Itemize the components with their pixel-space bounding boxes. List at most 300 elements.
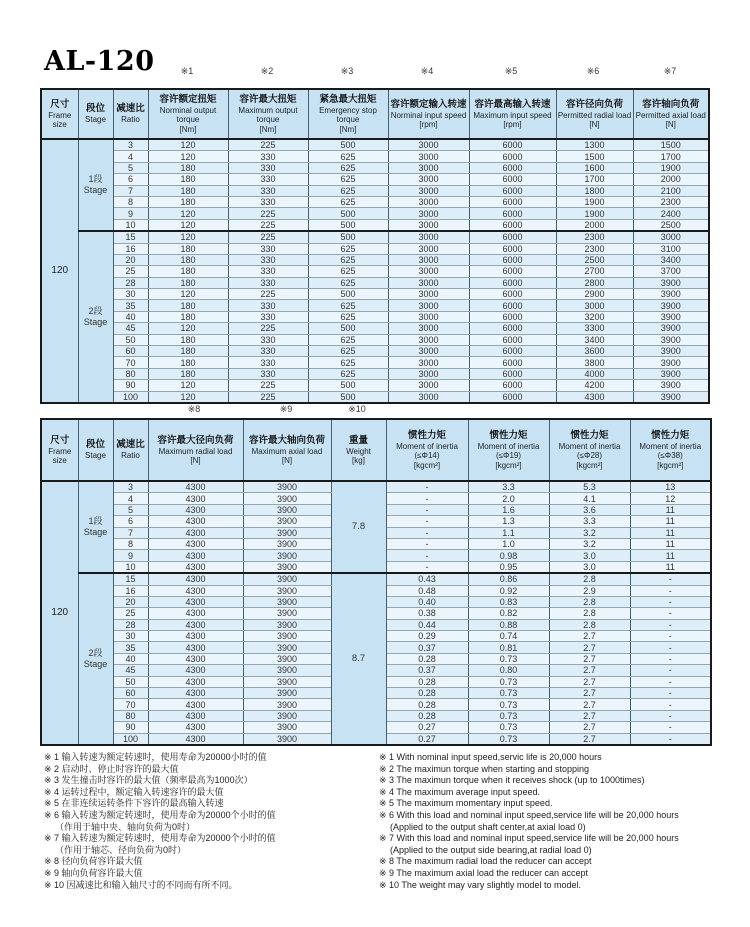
table-cell: 625 [308, 254, 388, 265]
table-cell: 2.0 [468, 493, 549, 504]
table-cell: 500 [308, 289, 388, 300]
frame-size-cell: 120 [41, 481, 78, 745]
table-cell: - [630, 733, 711, 745]
table-cell: 2300 [633, 196, 709, 207]
table-cell: 5 [113, 504, 148, 515]
table-cell: 1600 [556, 162, 633, 173]
table-row [41, 277, 709, 288]
table-row [41, 380, 709, 391]
table-cell: 3300 [556, 323, 633, 334]
table-cell: 5 [113, 162, 148, 173]
table-cell: 4300 [148, 608, 243, 619]
table-cell: 3.0 [549, 561, 630, 573]
table-cell: 0.73 [468, 699, 549, 710]
table-cell: 3900 [633, 368, 709, 379]
table-cell: 625 [308, 311, 388, 322]
torque-speed-load-table [40, 88, 710, 404]
table-cell: - [630, 653, 711, 664]
table2-reference-marks [40, 404, 710, 416]
table-cell: 3900 [633, 300, 709, 311]
table-cell: 3900 [243, 688, 331, 699]
table-cell: 3000 [388, 266, 469, 277]
table-cell: 100 [113, 733, 148, 745]
table-row [41, 346, 709, 357]
column-header: 容许额定输入转速 Norminal input speed [rpm] [388, 89, 469, 139]
table-cell: 0.73 [468, 653, 549, 664]
table-cell: 3900 [243, 585, 331, 596]
table-cell: 0.73 [468, 733, 549, 745]
table-cell: 3000 [388, 254, 469, 265]
table-cell: 3700 [633, 266, 709, 277]
footnotes-chinese [44, 752, 380, 891]
table-cell: 3.0 [549, 550, 630, 561]
table-cell: 35 [113, 300, 148, 311]
table-cell: 50 [113, 676, 148, 687]
table-cell: 20 [113, 596, 148, 607]
table-cell: 3000 [388, 311, 469, 322]
table-cell: - [386, 561, 468, 573]
table-cell: 15 [113, 231, 148, 243]
table-cell: - [630, 676, 711, 687]
table-cell: 20 [113, 254, 148, 265]
table-cell: 180 [148, 254, 228, 265]
table-cell: 3900 [633, 311, 709, 322]
table-cell: 225 [228, 219, 308, 231]
table-cell: 180 [148, 266, 228, 277]
table-cell: 2.7 [549, 665, 630, 676]
table-cell: 2.8 [549, 596, 630, 607]
table-cell: 1900 [556, 208, 633, 219]
table-row [41, 323, 709, 334]
table-cell: 2.7 [549, 688, 630, 699]
table-cell: 4.1 [549, 493, 630, 504]
reference-mark: ※4 [420, 66, 434, 76]
table-cell: - [386, 538, 468, 549]
table-cell: 3000 [388, 151, 469, 162]
frame-size-cell: 120 [41, 139, 78, 403]
table-cell: 3.2 [549, 527, 630, 538]
table-cell: 2000 [633, 174, 709, 185]
table-cell: 1900 [633, 162, 709, 173]
table-cell: 225 [228, 323, 308, 334]
table-cell: 0.81 [468, 642, 549, 653]
table-cell: 3000 [388, 243, 469, 254]
table-cell: 1500 [633, 139, 709, 151]
table-cell: 500 [308, 231, 388, 243]
table-cell: 225 [228, 208, 308, 219]
table-cell: 0.29 [386, 631, 468, 642]
table-cell: 11 [630, 561, 711, 573]
table-cell: 9 [113, 208, 148, 219]
table-cell: 2000 [556, 219, 633, 231]
table-cell: 6000 [469, 368, 556, 379]
table-cell: 330 [228, 254, 308, 265]
table-cell: 4300 [148, 642, 243, 653]
table-cell: - [630, 688, 711, 699]
table-cell: 1.3 [468, 516, 549, 527]
table-cell: 120 [148, 323, 228, 334]
table-cell: 6000 [469, 162, 556, 173]
table-cell: 625 [308, 185, 388, 196]
table-cell: - [630, 699, 711, 710]
table-cell: 330 [228, 277, 308, 288]
table-cell: 2.7 [549, 722, 630, 733]
table-cell: 3000 [388, 380, 469, 391]
table-cell: 330 [228, 334, 308, 345]
table-cell: 3000 [388, 357, 469, 368]
weight-cell: 7.8 [331, 481, 386, 573]
table-cell: 120 [148, 139, 228, 151]
table-cell: 1.1 [468, 527, 549, 538]
table-cell: 4300 [148, 504, 243, 515]
table-cell: 500 [308, 139, 388, 151]
table-cell: 2700 [556, 266, 633, 277]
column-header: 段位 Stage [78, 419, 113, 481]
reference-mark: ※3 [340, 66, 354, 76]
table-cell: 4300 [148, 653, 243, 664]
table-cell: 225 [228, 380, 308, 391]
table-cell: 2.7 [549, 710, 630, 721]
table-cell: 3900 [243, 631, 331, 642]
table-cell: 3000 [388, 277, 469, 288]
table-cell: 3900 [243, 676, 331, 687]
table-cell: 13 [630, 481, 711, 493]
table-cell: 6000 [469, 139, 556, 151]
table-cell: 6000 [469, 151, 556, 162]
table-cell: 0.43 [386, 573, 468, 585]
table-cell: 0.40 [386, 596, 468, 607]
table-cell: 330 [228, 174, 308, 185]
table-cell: 0.73 [468, 688, 549, 699]
table-cell: 4 [113, 151, 148, 162]
table-cell: 0.28 [386, 710, 468, 721]
table-cell: 6000 [469, 243, 556, 254]
table-cell: 4300 [148, 596, 243, 607]
table-cell: 0.37 [386, 665, 468, 676]
table-cell: 330 [228, 311, 308, 322]
table-cell: 6000 [469, 266, 556, 277]
reference-mark: ※2 [260, 66, 274, 76]
table-cell: 3900 [633, 323, 709, 334]
table-cell: - [386, 527, 468, 538]
footnote-line: ※ 1 With nominal input speed,servic life is 20,000 hours [379, 752, 602, 762]
table-cell: 625 [308, 266, 388, 277]
table-row [41, 243, 709, 254]
table-cell: 180 [148, 162, 228, 173]
table-cell: 11 [630, 516, 711, 527]
table-cell: 4300 [148, 516, 243, 527]
table-cell: 90 [113, 722, 148, 733]
table-cell: 3900 [243, 481, 331, 493]
table-cell: 30 [113, 631, 148, 642]
reference-mark: ※7 [663, 66, 677, 76]
table-cell: 0.86 [468, 573, 549, 585]
footnote-line: ※ 3 发生撞击时容许的最大值（频率最高为1000次） [44, 775, 253, 786]
table-cell: 3100 [633, 243, 709, 254]
table-cell: 4200 [556, 380, 633, 391]
table-cell: 70 [113, 357, 148, 368]
table-cell: 3900 [243, 596, 331, 607]
table-cell: 3900 [633, 334, 709, 345]
table-cell: 3900 [243, 561, 331, 573]
table-row [41, 151, 709, 162]
table-cell: 3900 [243, 493, 331, 504]
table-cell: 45 [113, 665, 148, 676]
table-cell: - [386, 493, 468, 504]
table-cell: 3900 [243, 619, 331, 630]
table-cell: 330 [228, 243, 308, 254]
table-cell: 3900 [243, 608, 331, 619]
table-cell: 2.7 [549, 676, 630, 687]
column-header: 容许径向负荷 Permitted radial load [N] [556, 89, 633, 139]
stage-cell: 1段 Stage [78, 139, 113, 231]
table-cell: 1300 [556, 139, 633, 151]
table-cell: 3900 [243, 642, 331, 653]
table-cell: 90 [113, 380, 148, 391]
table-cell: 180 [148, 311, 228, 322]
table-cell: 3400 [633, 254, 709, 265]
table-cell: 30 [113, 289, 148, 300]
table-cell: 2.8 [549, 608, 630, 619]
column-header: 惯性力矩 Moment of inertia (≤Φ38) [kgcm²] [630, 419, 711, 481]
table-cell: 6000 [469, 277, 556, 288]
table-cell: 6 [113, 174, 148, 185]
table-cell: 500 [308, 219, 388, 231]
table-cell: 3900 [633, 357, 709, 368]
table-cell: 3000 [388, 300, 469, 311]
column-header: 惯性力矩 Moment of inertia (≤Φ19) [kgcm²] [468, 419, 549, 481]
table-cell: 12 [630, 493, 711, 504]
table-cell: 225 [228, 289, 308, 300]
table-cell: 5.3 [549, 481, 630, 493]
table-cell: 120 [148, 380, 228, 391]
table-cell: 3800 [556, 357, 633, 368]
table-cell: 2.9 [549, 585, 630, 596]
table-cell: 6000 [469, 380, 556, 391]
footnote-line: （作用于轴芯、径向负荷为0时） [55, 844, 187, 855]
table-cell: 180 [148, 196, 228, 207]
table-cell: 4300 [148, 722, 243, 733]
table-cell: 3000 [633, 231, 709, 243]
table-cell: - [386, 550, 468, 561]
table-cell: 8 [113, 196, 148, 207]
table-cell: 3000 [388, 162, 469, 173]
table-cell: 6000 [469, 185, 556, 196]
table-cell: 3000 [556, 300, 633, 311]
table-cell: 625 [308, 162, 388, 173]
table-cell: 6 [113, 516, 148, 527]
table-cell: 3.3 [549, 516, 630, 527]
table-cell: 4300 [148, 699, 243, 710]
table-row [41, 357, 709, 368]
footnotes-english [379, 752, 724, 891]
table-cell: 2.7 [549, 631, 630, 642]
table-cell: 3900 [243, 504, 331, 515]
table-cell: 3 [113, 481, 148, 493]
table-cell: 3.3 [468, 481, 549, 493]
table-cell: 625 [308, 300, 388, 311]
table-cell: 0.44 [386, 619, 468, 630]
table-row [41, 231, 709, 243]
table-cell: 6000 [469, 346, 556, 357]
table-cell: 2800 [556, 277, 633, 288]
table-cell: 9 [113, 550, 148, 561]
footnote-line: ※ 3 The maximun torque when it receives shock (up to 1000times) [379, 775, 645, 786]
table-cell: 7 [113, 527, 148, 538]
table-row [41, 162, 709, 173]
table-cell: 3000 [388, 196, 469, 207]
table-cell: 0.74 [468, 631, 549, 642]
table-cell: - [386, 481, 468, 493]
table-cell: 3900 [633, 277, 709, 288]
table-cell: 625 [308, 151, 388, 162]
table-cell: 45 [113, 323, 148, 334]
table-cell: 0.73 [468, 676, 549, 687]
table-cell: 3000 [388, 391, 469, 403]
table-cell: 6000 [469, 311, 556, 322]
table-cell: 3900 [243, 550, 331, 561]
table-row [41, 254, 709, 265]
table-cell: 11 [630, 527, 711, 538]
table-cell: 16 [113, 585, 148, 596]
table-cell: 80 [113, 368, 148, 379]
column-header: 容许最大径向负荷 Maximum radial load [N] [148, 419, 243, 481]
table-cell: 3900 [243, 733, 331, 745]
table-cell: 0.73 [468, 722, 549, 733]
table-cell: 3900 [633, 380, 709, 391]
table-cell: 500 [308, 391, 388, 403]
table-cell: 625 [308, 196, 388, 207]
column-header: 容许轴向负荷 Permitted axial load [N] [633, 89, 709, 139]
table-cell: 225 [228, 391, 308, 403]
table-cell: 3900 [243, 653, 331, 664]
stage-cell: 2段 Stage [78, 573, 113, 745]
reference-mark: ※5 [504, 66, 518, 76]
table-cell: 4300 [148, 527, 243, 538]
table-row [41, 334, 709, 345]
table-cell: 500 [308, 380, 388, 391]
table-row [41, 139, 709, 151]
table-cell: 2.7 [549, 653, 630, 664]
table-cell: 1.6 [468, 504, 549, 515]
table-cell: - [386, 504, 468, 515]
table-cell: 330 [228, 368, 308, 379]
table-cell: 3000 [388, 139, 469, 151]
table-cell: 225 [228, 139, 308, 151]
table-cell: 4300 [148, 573, 243, 585]
table-cell: 4300 [148, 481, 243, 493]
table-cell: 330 [228, 151, 308, 162]
table-cell: 0.27 [386, 733, 468, 745]
table-cell: 6000 [469, 357, 556, 368]
table-cell: 6000 [469, 391, 556, 403]
table-cell: 80 [113, 710, 148, 721]
table-cell: 25 [113, 266, 148, 277]
page-title: AL-120 [44, 46, 155, 77]
table-cell: 2900 [556, 289, 633, 300]
table-cell: 15 [113, 573, 148, 585]
table-cell: 2.7 [549, 699, 630, 710]
table-cell: 2400 [633, 208, 709, 219]
table-cell: 330 [228, 196, 308, 207]
stage-cell: 1段 Stage [78, 481, 113, 573]
table-cell: - [386, 516, 468, 527]
column-header: 减速比 Ratio [113, 89, 148, 139]
table-row [41, 219, 709, 231]
table-cell: 60 [113, 346, 148, 357]
table-cell: 0.83 [468, 596, 549, 607]
column-header: 减速比 Ratio [113, 419, 148, 481]
table-cell: - [630, 642, 711, 653]
footnote-line: (Applied to the output shaft center,at axial load 0) [390, 821, 586, 832]
table-cell: 1900 [556, 196, 633, 207]
footnote-line: （作用于轴中央、轴向负荷为0时） [55, 821, 196, 832]
table-cell: 28 [113, 619, 148, 630]
table-cell: 2.7 [549, 733, 630, 745]
table-cell: 60 [113, 688, 148, 699]
table-cell: 6000 [469, 219, 556, 231]
table-cell: 3000 [388, 185, 469, 196]
table-cell: 0.82 [468, 608, 549, 619]
table-cell: 4300 [148, 561, 243, 573]
table-cell: 120 [148, 231, 228, 243]
table-cell: - [630, 631, 711, 642]
table-cell: 11 [630, 538, 711, 549]
table-cell: 0.28 [386, 699, 468, 710]
footnote-line: ※ 10 The weight may vary slightly model to model. [379, 879, 581, 890]
table-row [41, 368, 709, 379]
stage-cell: 2段 Stage [78, 231, 113, 403]
table-cell: 4300 [148, 619, 243, 630]
load-weight-inertia-table [40, 418, 712, 746]
table-row [41, 311, 709, 322]
table-cell: 50 [113, 334, 148, 345]
table-cell: 0.88 [468, 619, 549, 630]
column-header: 容许额定扭矩 Norminal output torque [Nm] [148, 89, 228, 139]
table-cell: 3000 [388, 289, 469, 300]
table-cell: 6000 [469, 254, 556, 265]
table-cell: 4300 [148, 710, 243, 721]
table-cell: 3900 [243, 699, 331, 710]
column-header: 容许最高输入转速 Maximum input speed [rpm] [469, 89, 556, 139]
table-cell: 3900 [243, 573, 331, 585]
footnote-line: ※ 6 输入转速为额定转速时，使用寿命为20000个小时的值 [44, 809, 276, 820]
table-cell: 28 [113, 277, 148, 288]
footnote-line: ※ 8 The maximum radial load the reducer can accept [379, 856, 592, 867]
column-header: 段位 Stage [78, 89, 113, 139]
table-cell: 6000 [469, 231, 556, 243]
table-cell: - [630, 608, 711, 619]
table-cell: 2500 [633, 219, 709, 231]
table-cell: 4300 [148, 733, 243, 745]
table-cell: 10 [113, 561, 148, 573]
table-cell: 180 [148, 357, 228, 368]
table-cell: 3.6 [549, 504, 630, 515]
table-cell: 4300 [556, 391, 633, 403]
table-row [41, 481, 711, 493]
table-cell: 180 [148, 174, 228, 185]
table-cell: 0.28 [386, 688, 468, 699]
table-cell: 3900 [633, 391, 709, 403]
table-row [41, 196, 709, 207]
table-cell: 16 [113, 243, 148, 254]
table-cell: 625 [308, 243, 388, 254]
table-row [41, 185, 709, 196]
table-cell: 1.0 [468, 538, 549, 549]
table-cell: 120 [148, 151, 228, 162]
table-cell: 120 [148, 219, 228, 231]
table-cell: 2.7 [549, 642, 630, 653]
